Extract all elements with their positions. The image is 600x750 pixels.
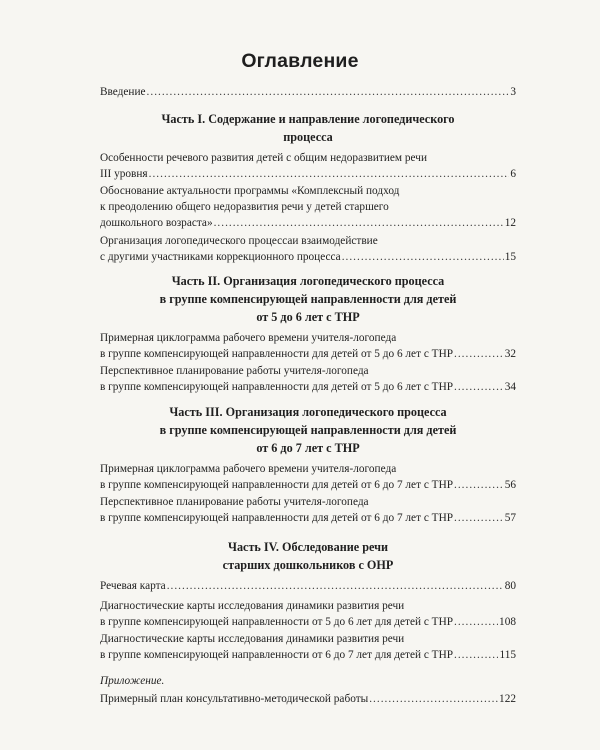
- page-number: 57: [504, 512, 516, 524]
- page-title: Оглавление: [241, 50, 359, 72]
- toc-entry[interactable]: Примерная циклограмма рабочего времени учителя-логопеда в группе компенсирующей направленности для детей от 6 до 7 лет с ТНР ..... 56: [100, 461, 516, 493]
- page-number: 6: [510, 168, 516, 180]
- page-number: 32: [504, 348, 516, 360]
- part-4-heading: Часть IV. Обследование речи старших дошкольников с ОНР: [222, 540, 394, 572]
- page-number: 56: [504, 479, 516, 491]
- toc-entry[interactable]: Перспективное планирование работы учителя-логопеда в группе компенсирующей направленности для детей от 5 до 6 лет с ТНР ..... 34: [100, 363, 516, 395]
- toc-entry[interactable]: Особенности речевого развития детей с общим недоразвитием речи III уровня ..... 6: [100, 150, 516, 182]
- toc-entry[interactable]: Примерная циклограмма рабочего времени учителя-логопеда в группе компенсирующей направленности для детей от 5 до 6 лет с ТНР ..... 32: [100, 330, 516, 362]
- page-number: 15: [504, 251, 516, 263]
- toc-entry[interactable]: Перспективное планирование работы учителя-логопеда в группе компенсирующей направленности для детей от 6 до 7 лет с ТНР ..... 57: [100, 494, 516, 526]
- part-1-heading: Часть I. Содержание и направление логопедического процесса: [161, 112, 455, 144]
- page-number: 115: [499, 649, 516, 661]
- toc-entry[interactable]: Диагностические карты исследования динамики развития речи в группе компенсирующей направленности от 5 до 6 лет для детей с ТНР ..... 108: [100, 598, 516, 630]
- part-3-heading: Часть III. Организация логопедического процесса в группе компенсирующей направленности для детей от 6 до 7 лет с ТНР: [159, 405, 457, 455]
- page-number: 108: [499, 616, 516, 628]
- toc-entry-appendix[interactable]: Примерный план консультативно-методической работы ..... 122: [100, 691, 516, 707]
- toc-entry[interactable]: Организация логопедического процессаи взаимодействие с другими участниками коррекционного процесса ..... 15: [100, 233, 516, 265]
- page-number: 12: [504, 217, 516, 229]
- page-number: 122: [499, 693, 516, 705]
- page-number: 3: [510, 86, 516, 98]
- toc-entry-intro[interactable]: Введение ..... 3: [100, 84, 516, 100]
- toc-entry[interactable]: Обоснование актуальности программы «Комплексный подход к преодолению общего недоразвития речи у детей старшего дошкольного возраста» ..... 12: [100, 183, 516, 231]
- page-number: 34: [504, 381, 516, 393]
- toc-entry[interactable]: Речевая карта ..... 80: [100, 578, 516, 594]
- part-2-heading: Часть II. Организация логопедического процесса в группе компенсирующей направленности для детей от 5 до 6 лет с ТНР: [159, 274, 457, 324]
- toc-entry[interactable]: Диагностические карты исследования динамики развития речи в группе компенсирующей направленности от 6 до 7 лет для детей с ТНР ..... 115: [100, 631, 516, 663]
- page-number: 80: [504, 580, 516, 592]
- appendix-label: Приложение.: [100, 675, 165, 687]
